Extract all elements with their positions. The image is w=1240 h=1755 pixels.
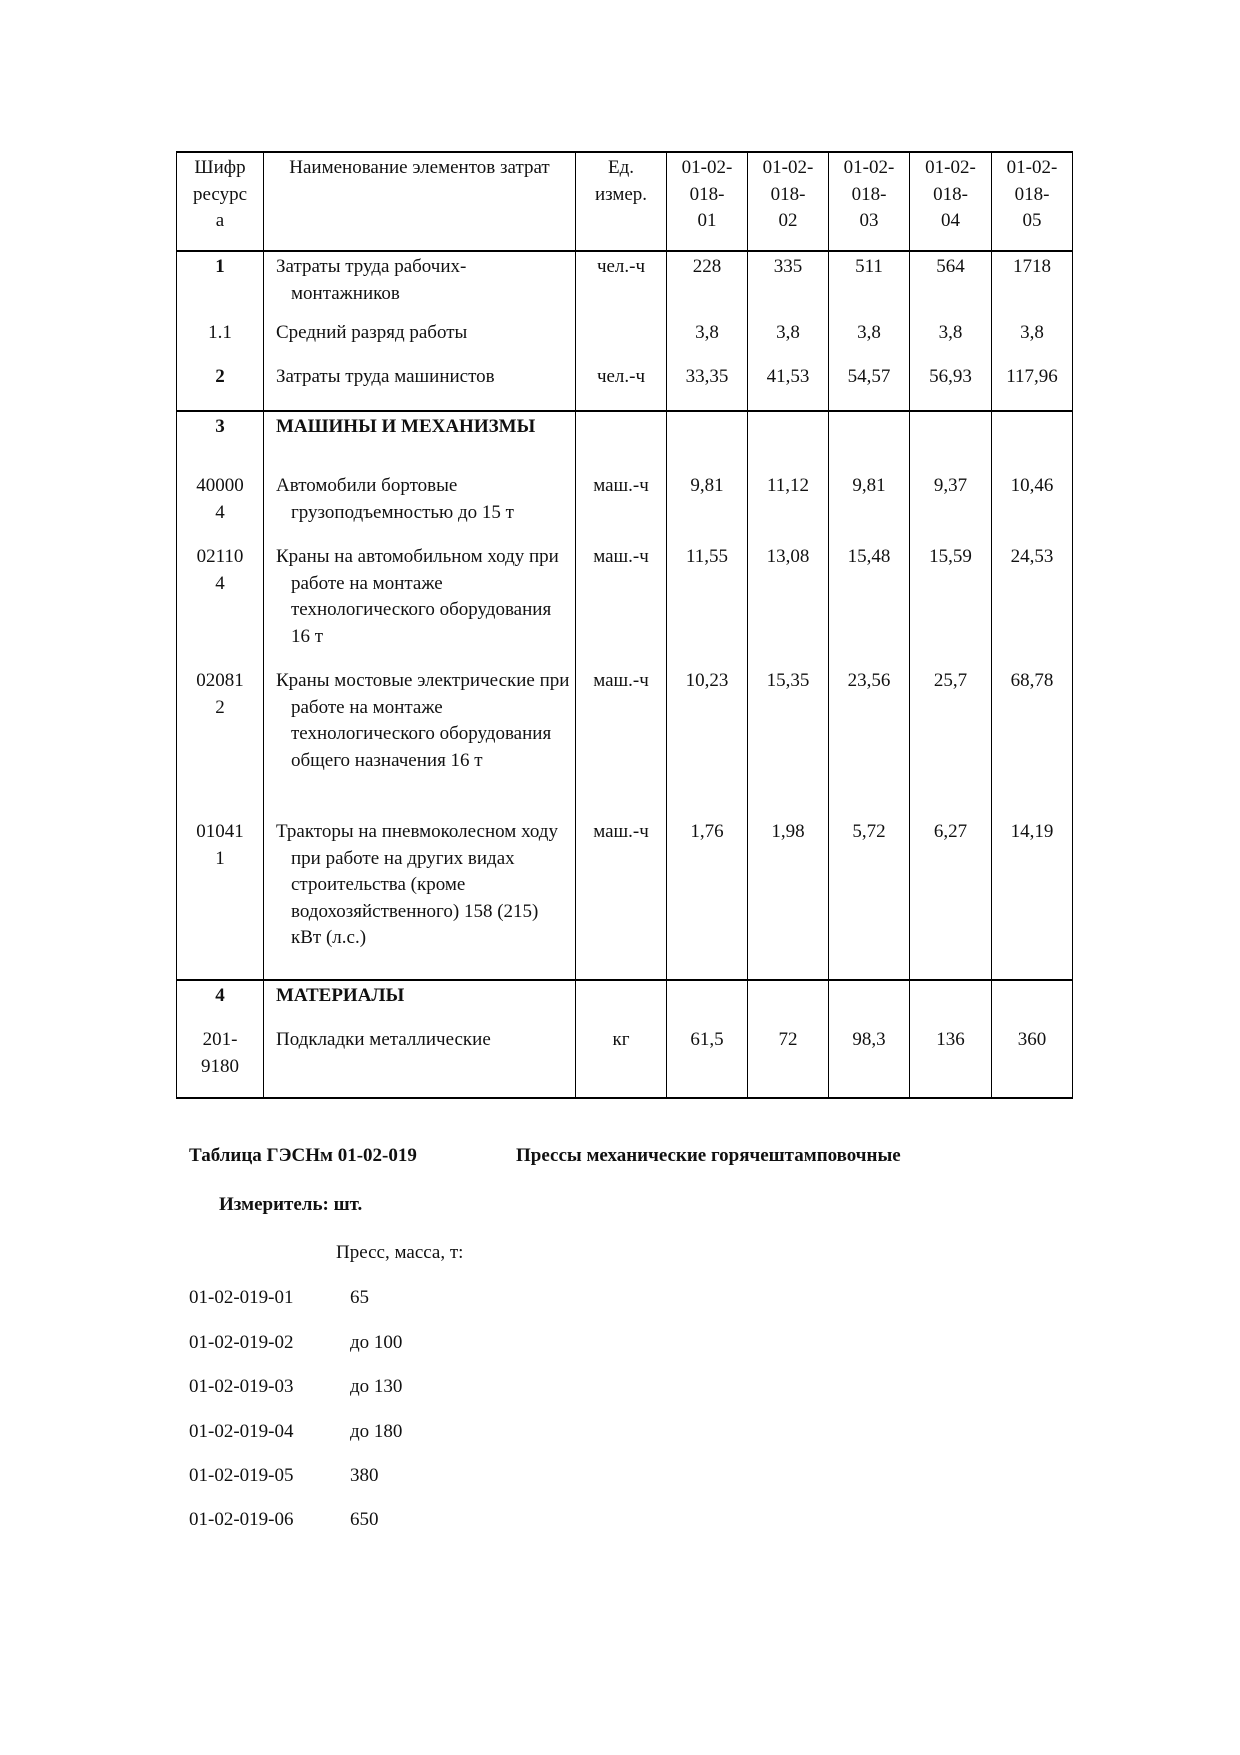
resource-name: МАТЕРИАЛЫ bbox=[264, 980, 576, 1025]
norm-value: 56,93 bbox=[910, 362, 992, 411]
norm-code: 01-02-019-06 bbox=[189, 1509, 294, 1530]
norm-value: 11,12 bbox=[748, 471, 829, 542]
press-mass: 650 bbox=[350, 1509, 379, 1530]
table-row bbox=[177, 318, 1073, 362]
header-name: Наименование элементов затрат bbox=[264, 152, 576, 251]
resource-code: 40000 4 bbox=[177, 471, 264, 542]
table-row bbox=[177, 411, 1073, 471]
table-row bbox=[177, 471, 1073, 542]
norm-value bbox=[748, 980, 829, 1025]
norm-value: 61,5 bbox=[667, 1025, 748, 1098]
norm-value: 228 bbox=[667, 251, 748, 318]
norm-value: 3,8 bbox=[829, 318, 910, 362]
norm-value: 13,08 bbox=[748, 542, 829, 666]
unit: маш.-ч bbox=[576, 471, 667, 542]
unit bbox=[576, 411, 667, 471]
norm-code: 01-02-019-02 bbox=[189, 1332, 294, 1353]
norm-value bbox=[992, 980, 1073, 1025]
norm-value bbox=[829, 980, 910, 1025]
norm-code: 01-02-019-05 bbox=[189, 1465, 294, 1486]
norm-value: 10,23 bbox=[667, 666, 748, 817]
press-mass: до 100 bbox=[350, 1332, 403, 1353]
unit: маш.-ч bbox=[576, 542, 667, 666]
norm-value: 3,8 bbox=[748, 318, 829, 362]
norm-value: 33,35 bbox=[667, 362, 748, 411]
resource-name: Средний разряд работы bbox=[264, 318, 576, 362]
unit: чел.-ч bbox=[576, 251, 667, 318]
table-row bbox=[177, 1025, 1073, 1098]
norm-value: 117,96 bbox=[992, 362, 1073, 411]
norm-value: 511 bbox=[829, 251, 910, 318]
norm-value: 9,37 bbox=[910, 471, 992, 542]
header-norm-code: 01-02- 018- 05 bbox=[992, 152, 1073, 251]
unit: кг bbox=[576, 1025, 667, 1098]
norm-value: 3,8 bbox=[992, 318, 1073, 362]
norm-code: 01-02-019-03 bbox=[189, 1376, 294, 1397]
unit: маш.-ч bbox=[576, 817, 667, 980]
unit bbox=[576, 980, 667, 1025]
resource-table bbox=[176, 151, 1073, 1099]
resource-name: Затраты труда рабочих-монтажников bbox=[264, 251, 576, 318]
norm-value: 9,81 bbox=[667, 471, 748, 542]
unit: маш.-ч bbox=[576, 666, 667, 817]
norm-value bbox=[667, 411, 748, 471]
norm-value: 54,57 bbox=[829, 362, 910, 411]
norm-value: 1,98 bbox=[748, 817, 829, 980]
param-label: Пресс, масса, т: bbox=[336, 1242, 464, 1263]
resource-name: Краны мостовые электрические при работе на монтаже технологического оборудования общего назначения 16 т bbox=[264, 666, 576, 817]
norm-value: 360 bbox=[992, 1025, 1073, 1098]
measure-unit: Измеритель: шт. bbox=[219, 1194, 363, 1215]
press-mass: до 180 bbox=[350, 1421, 403, 1442]
header-norm-code: 01-02- 018- 04 bbox=[910, 152, 992, 251]
header-code: Шифр ресурс а bbox=[177, 152, 264, 251]
norm-value: 23,56 bbox=[829, 666, 910, 817]
header-norm-code: 01-02- 018- 01 bbox=[667, 152, 748, 251]
press-mass: 65 bbox=[350, 1287, 369, 1308]
norm-value: 68,78 bbox=[992, 666, 1073, 817]
table-row bbox=[177, 251, 1073, 318]
resource-name: Тракторы на пневмоколесном ходу при работе на других видах строительства (кроме водохозяйственного) 158 (215) кВт (л.с.) bbox=[264, 817, 576, 980]
next-table-title: Прессы механические горячештамповочные bbox=[516, 1145, 901, 1166]
norm-value bbox=[667, 980, 748, 1025]
norm-value: 98,3 bbox=[829, 1025, 910, 1098]
resource-code: 3 bbox=[177, 411, 264, 471]
table-row bbox=[177, 980, 1073, 1025]
resource-code: 1 bbox=[177, 251, 264, 318]
resource-name: Автомобили бортовые грузоподъемностью до 15 т bbox=[264, 471, 576, 542]
next-table-label: Таблица ГЭСНм 01-02-019 bbox=[189, 1145, 417, 1166]
table-row bbox=[177, 362, 1073, 411]
resource-code: 02081 2 bbox=[177, 666, 264, 817]
norm-value: 1,76 bbox=[667, 817, 748, 980]
norm-value: 15,35 bbox=[748, 666, 829, 817]
norm-value: 564 bbox=[910, 251, 992, 318]
unit: чел.-ч bbox=[576, 362, 667, 411]
norm-value: 72 bbox=[748, 1025, 829, 1098]
norm-value: 10,46 bbox=[992, 471, 1073, 542]
norm-value: 3,8 bbox=[910, 318, 992, 362]
resource-name: Затраты труда машинистов bbox=[264, 362, 576, 411]
resource-name: Краны на автомобильном ходу при работе на монтаже технологического оборудования 16 т bbox=[264, 542, 576, 666]
table-row bbox=[177, 666, 1073, 817]
unit bbox=[576, 318, 667, 362]
table-row bbox=[177, 817, 1073, 980]
norm-value: 1718 bbox=[992, 251, 1073, 318]
norm-value: 24,53 bbox=[992, 542, 1073, 666]
norm-value: 5,72 bbox=[829, 817, 910, 980]
resource-code: 02110 4 bbox=[177, 542, 264, 666]
resource-name: МАШИНЫ И МЕХАНИЗМЫ bbox=[264, 411, 576, 471]
resource-code: 4 bbox=[177, 980, 264, 1025]
header-norm-code: 01-02- 018- 02 bbox=[748, 152, 829, 251]
norm-value: 335 bbox=[748, 251, 829, 318]
norm-value: 14,19 bbox=[992, 817, 1073, 980]
norm-value: 3,8 bbox=[667, 318, 748, 362]
press-mass: до 130 bbox=[350, 1376, 403, 1397]
norm-value bbox=[992, 411, 1073, 471]
resource-code: 2 bbox=[177, 362, 264, 411]
norm-value: 15,48 bbox=[829, 542, 910, 666]
resource-code: 1.1 bbox=[177, 318, 264, 362]
norm-value bbox=[910, 411, 992, 471]
norm-value: 15,59 bbox=[910, 542, 992, 666]
header-norm-code: 01-02- 018- 03 bbox=[829, 152, 910, 251]
resource-code: 01041 1 bbox=[177, 817, 264, 980]
norm-value bbox=[910, 980, 992, 1025]
header-unit: Ед. измер. bbox=[576, 152, 667, 251]
table-row bbox=[177, 542, 1073, 666]
norm-value bbox=[829, 411, 910, 471]
norm-value: 41,53 bbox=[748, 362, 829, 411]
resource-code: 201- 9180 bbox=[177, 1025, 264, 1098]
norm-code: 01-02-019-04 bbox=[189, 1421, 294, 1442]
header-row bbox=[177, 152, 1073, 251]
norm-code: 01-02-019-01 bbox=[189, 1287, 294, 1308]
norm-value: 25,7 bbox=[910, 666, 992, 817]
norm-value: 9,81 bbox=[829, 471, 910, 542]
norm-value bbox=[748, 411, 829, 471]
resource-name: Подкладки металлические bbox=[264, 1025, 576, 1098]
press-mass: 380 bbox=[350, 1465, 379, 1486]
norm-value: 11,55 bbox=[667, 542, 748, 666]
norm-value: 136 bbox=[910, 1025, 992, 1098]
norm-value: 6,27 bbox=[910, 817, 992, 980]
